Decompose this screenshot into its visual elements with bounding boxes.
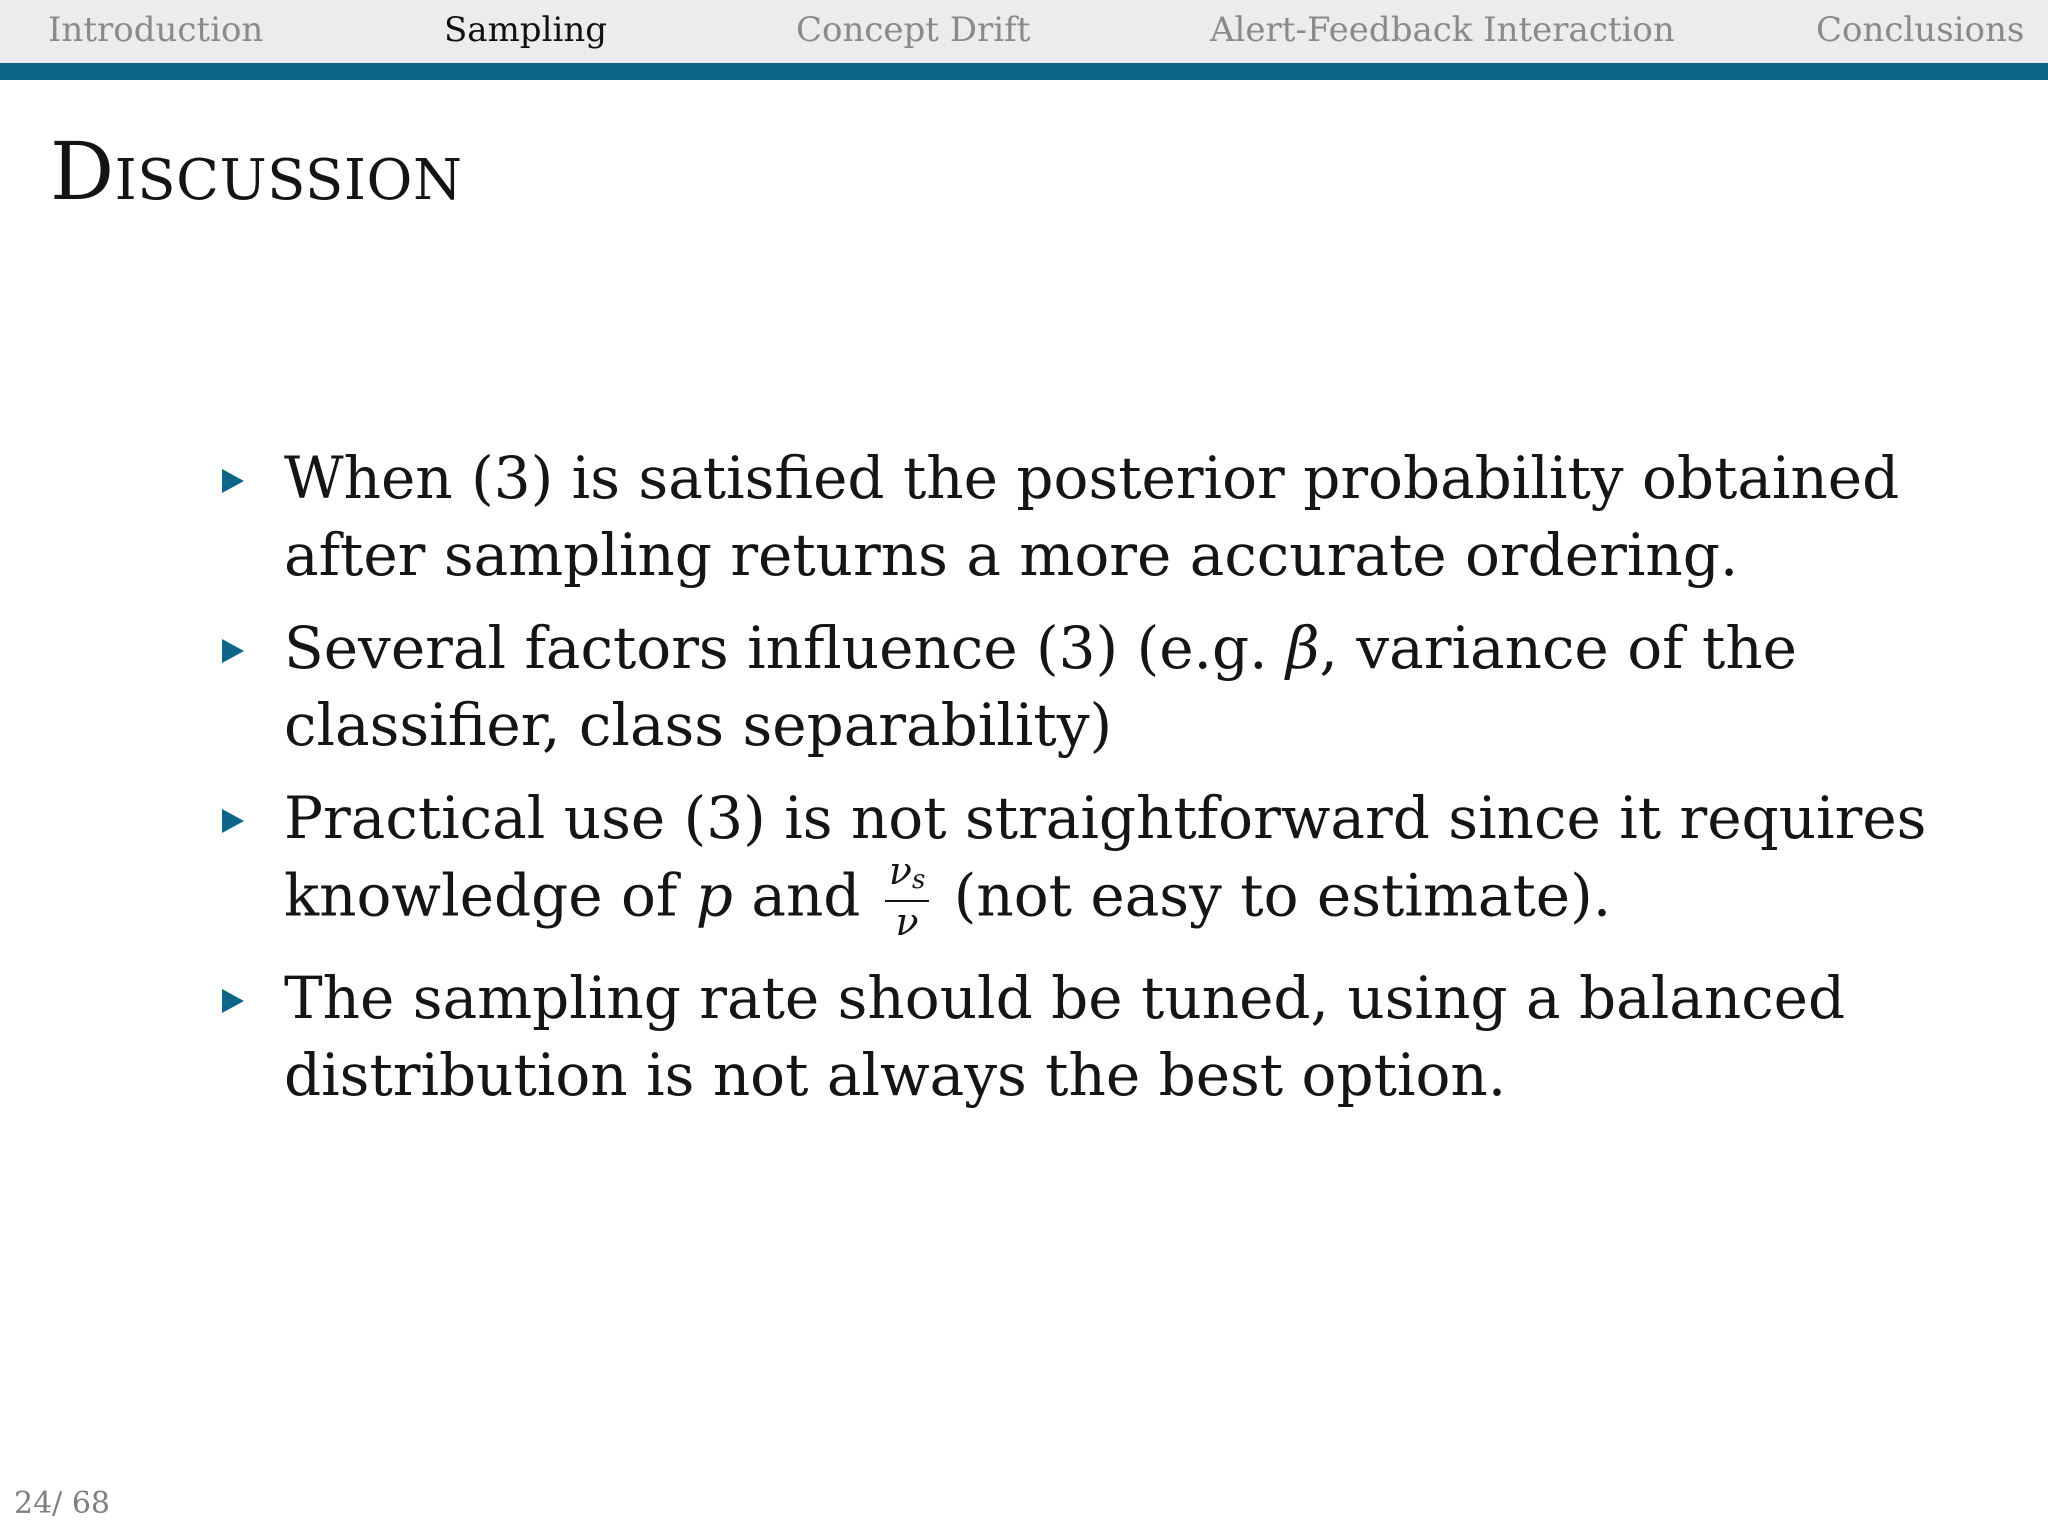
bullet-item: [220, 780, 1927, 944]
slide-title: Discussion: [50, 125, 463, 218]
nav-item-alert-feedback-interaction[interactable]: Alert-Feedback Interaction: [1210, 10, 1675, 50]
bullet-text-line: [284, 610, 1920, 687]
accent-divider: [0, 63, 2048, 80]
nav-item-concept-drift[interactable]: Concept Drift: [796, 10, 1031, 50]
bullet-text-line: classifier, class separability): [284, 691, 1113, 759]
bullet-list: [220, 440, 1927, 1130]
bullet-text-segment: (not easy to estimate).: [935, 861, 1612, 930]
nu-ratio-fraction: [885, 849, 929, 944]
bullet-item: [220, 960, 1920, 1114]
page-number: 24/ 68: [14, 1486, 110, 1521]
fraction-numerator: [885, 849, 929, 902]
nav-item-conclusions[interactable]: Conclusions: [1816, 10, 2025, 50]
nav-item-sampling[interactable]: Sampling: [444, 10, 607, 50]
bullet-item: [220, 440, 1920, 594]
bullet-text-line: The sampling rate should be tuned, using a balanced: [284, 964, 1846, 1032]
bullet-text-segment: and: [732, 861, 879, 930]
triangle-bullet-icon: [222, 469, 244, 493]
bullet-text-segment: , variance of the: [1319, 614, 1797, 682]
p-symbol: p: [695, 861, 733, 930]
bullet-text-line: When (3) is satisfied the posterior probability obtained: [284, 444, 1900, 512]
triangle-bullet-icon: [222, 989, 244, 1013]
nav-item-introduction[interactable]: Introduction: [48, 10, 264, 50]
triangle-bullet-icon: [222, 809, 244, 833]
beta-symbol: β: [1285, 614, 1320, 682]
bullet-item: [220, 610, 1920, 764]
subscript-s: s: [911, 865, 926, 895]
bullet-text-segment: Several factors influence (3) (e.g.: [284, 614, 1286, 682]
bullet-text-line: Practical use (3) is not straightforward since it requires: [284, 784, 1927, 852]
bullet-text-line: [284, 849, 1920, 944]
bullet-text-line: distribution is not always the best option.: [284, 1041, 1507, 1109]
fraction-denominator: ν: [895, 900, 919, 944]
bullet-text-line: after sampling returns a more accurate ordering.: [284, 521, 1739, 589]
nu-symbol: ν: [888, 849, 912, 893]
section-navigation-bar: [0, 0, 2048, 63]
triangle-bullet-icon: [222, 639, 244, 663]
bullet-text-segment: knowledge of: [284, 861, 696, 930]
